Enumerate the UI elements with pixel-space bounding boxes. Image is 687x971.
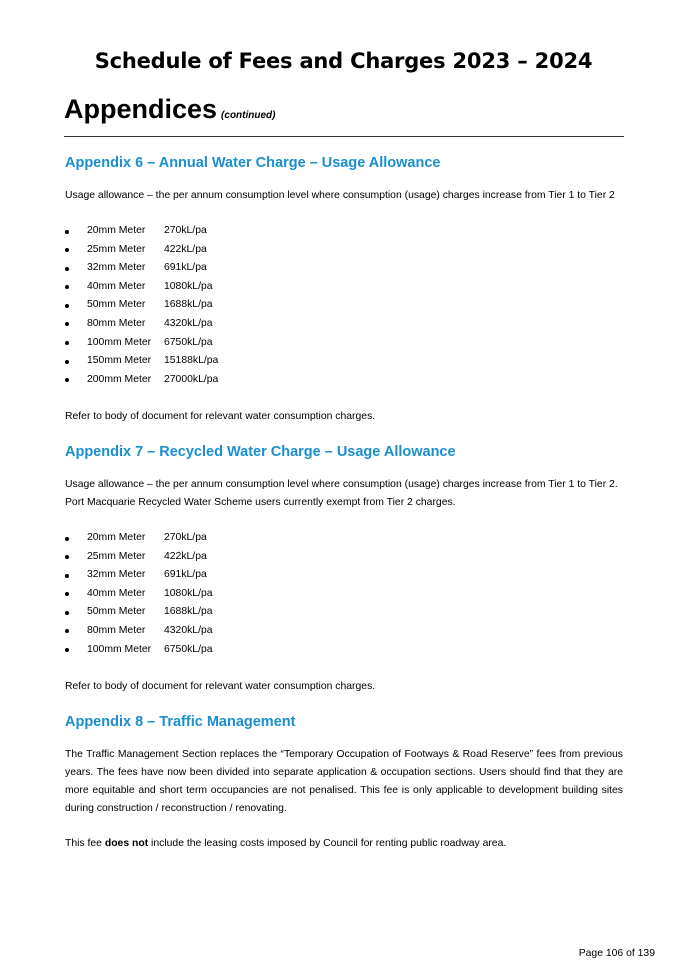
meter-size: 150mm Meter [87,355,152,367]
usage-allowance: 15188kL/pa [164,355,219,367]
meter-size: 40mm Meter [87,587,146,599]
bullet-icon [65,267,69,271]
section-heading [64,94,275,125]
usage-allowance: 27000kL/pa [164,373,219,385]
appendix-7-intro-line-1: Usage allowance – the per annum consumption level where consumption (usage) charges increase from Tier 1 to Tier 2. [65,479,618,490]
meter-size: 50mm Meter [87,299,146,311]
meter-size: 50mm Meter [87,606,146,618]
usage-allowance: 691kL/pa [164,569,207,581]
meter-size: 32mm Meter [87,569,146,581]
usage-allowance: 422kL/pa [164,550,207,562]
bullet-icon [65,304,69,308]
usage-allowance: 4320kL/pa [164,317,213,329]
appendix-7-note: Refer to body of document for relevant water consumption charges. [65,681,376,692]
appendix-8-heading: Appendix 8 – Traffic Management [65,714,296,730]
usage-allowance: 6750kL/pa [164,336,213,348]
usage-allowance: 270kL/pa [164,225,207,236]
usage-allowance: 691kL/pa [164,262,207,274]
appendix-8-paragraph-1: The Traffic Management Section replaces the “Temporary Occupation of Footways & Road Reserve” fees from previous years. The fees have now been divided into separate application & occupation sections. Users should find that they are more equitable and short term occupancies are not penalised. This fee is only applicable to development building sites during construction / reconstruction / renovating. [65,749,623,814]
bullet-icon [65,574,69,578]
appendix-7-heading: Appendix 7 – Recycled Water Charge – Usage Allowance [65,444,456,460]
meter-size: 80mm Meter [87,317,146,329]
bullet-icon [65,592,69,596]
appendix-6-intro: Usage allowance – the per annum consumption level where consumption (usage) charges increase from Tier 1 to Tier 2 [65,190,615,201]
appendix-8-paragraph-2 [65,835,623,853]
usage-allowance: 1080kL/pa [164,280,213,292]
bullet-icon [65,322,69,326]
appendix-7-intro-line-2: Port Macquarie Recycled Water Scheme users currently exempt from Tier 2 charges. [65,497,456,508]
meter-size: 100mm Meter [87,643,152,655]
bullet-icon [65,537,69,541]
usage-allowance: 1688kL/pa [164,606,213,618]
page-number: Page 106 of 139 [578,948,655,959]
bullet-icon [65,648,69,652]
meter-size: 40mm Meter [87,280,146,292]
meter-size: 25mm Meter [87,550,146,562]
bullet-icon [65,341,69,345]
paragraph-2-emphasis: does not [104,838,149,849]
usage-allowance: 1688kL/pa [164,299,213,311]
meter-size: 100mm Meter [87,336,152,348]
usage-allowance: 1080kL/pa [164,587,213,599]
meter-size: 200mm Meter [87,373,152,385]
section-heading-note: (continued) [221,110,276,121]
usage-allowance: 4320kL/pa [164,624,213,636]
bullet-icon [65,230,69,234]
bullet-icon [65,555,69,559]
appendix-6-note: Refer to body of document for relevant water consumption charges. [65,411,376,422]
usage-allowance: 270kL/pa [164,532,207,543]
meter-size: 20mm Meter [87,532,146,543]
section-heading-text: Appendices [64,94,218,124]
bullet-icon [65,285,69,289]
appendix-7-intro [65,476,623,512]
bullet-icon [65,360,69,364]
meter-size: 32mm Meter [87,262,146,274]
appendix-6-heading: Appendix 6 – Annual Water Charge – Usage Allowance [65,155,441,171]
bullet-icon [65,378,69,382]
document-title: Schedule of Fees and Charges 2023 – 2024 [94,49,593,73]
meter-size: 80mm Meter [87,624,146,636]
meter-size: 20mm Meter [87,225,146,236]
heading-divider [64,136,624,137]
paragraph-2-prefix: This fee [65,838,105,849]
paragraph-2-suffix: include the leasing costs imposed by Council for renting public roadway area. [148,838,507,849]
bullet-icon [65,629,69,633]
bullet-icon [65,611,69,615]
usage-allowance: 6750kL/pa [164,643,213,655]
meter-size: 25mm Meter [87,243,146,255]
bullet-icon [65,248,69,252]
usage-allowance: 422kL/pa [164,243,207,255]
